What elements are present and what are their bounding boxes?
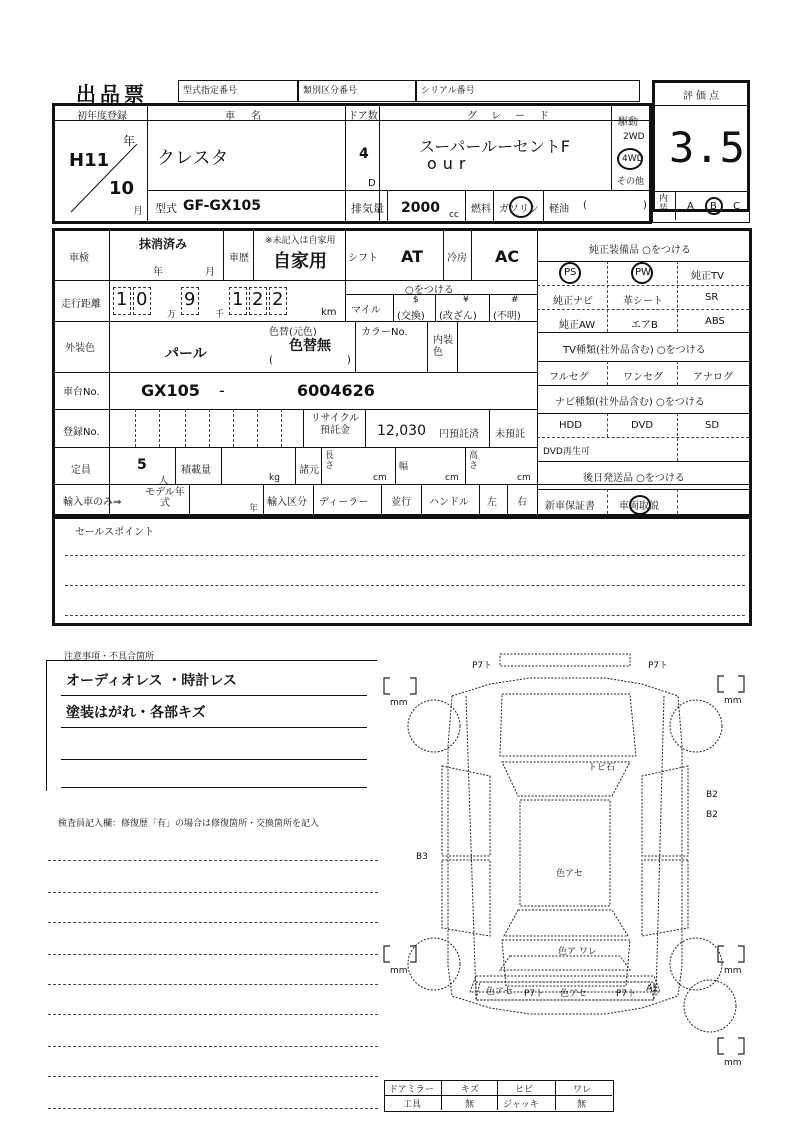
rating-value: 3.5 [669, 123, 745, 172]
shaken-value: 抹消済み [139, 237, 188, 251]
ps-circle [559, 262, 581, 284]
grade-line1: スーパールーセントF [419, 137, 570, 156]
model-designation-box: 型式指定番号 [178, 80, 298, 102]
main-table: 車検 抹消済み 年 月 車歴 ※未記入は自家用 自家用 シフト AT 冷房 AC 走行距離 1 0 万 9 千 1 2 2 km ○をつける マイル $ (交換) ¥ (改ざん) # (不明) 外装色 色替(元色) パール 色替無 ( ) カラーNo. 内装色 車台No. GX105 - 6004626 登録No. リサイクル預託金 12,030 円預託済 未預託 定員 5 人 積載量 kg 諸元 長さ cm 幅 cm 高さ cm 輸入車のみ⇒ モデル年式 年 輸入区分 ディーラー 並行 ハンドル 左 右 純正装備品 ○をつける PS PW 純正TV 純正ナビ 革シート SR 純正AW エアB ABS TV種類(社外品含む) ○をつける フルセグ ワンセグ アナログ ナビ種類(社外品含む) ○をつける HDD DVD SD DVD再生可 後日発送品 ○をつける 新車保証書 車両取説 [52, 228, 752, 517]
first-reg-month: 10 [109, 178, 135, 199]
interior-b-circle [705, 197, 723, 215]
car-diagram: P7ト P7ト トビ石 B2 B2 B3 色アセ 色ア ワレ 色アセ P7ト 色アセ P7ト A1 mm mm mm mm mm [380, 636, 760, 1082]
note-line-1: オーディオレス ・時計レス [66, 673, 237, 689]
serial-box: シリアル番号 [416, 80, 640, 102]
legend-table: ドアミラー キズ ヒビ ワレ 工具 無 ジャッキ 無 [384, 1080, 614, 1112]
shift-value: AT [401, 247, 424, 266]
chassis-number: 6004626 [297, 381, 375, 400]
grade-line2: our [427, 154, 472, 173]
sales-point-box: セールスポイント [52, 516, 752, 626]
mileage-digit: 1 [232, 289, 244, 310]
model-type: GF-GX105 [183, 198, 261, 214]
interior-rating: 内装 A B C [652, 191, 750, 223]
category-box: 類別区分番号 [298, 80, 416, 102]
mileage-digit: 2 [272, 289, 284, 310]
ac-value: AC [495, 247, 520, 266]
vehicle-info-block: 初年度登録 車名 ドア数 グレード 駆動 年 H11 10 月 クレスタ 4 D スーパールーセントF our 2WD 4WD その他 型式 GF-GX105 排気量 2000 cc 燃料 ガソリン 軽油 ( ) [52, 103, 652, 224]
recycle-deposit: 12,030 [377, 423, 426, 439]
mileage-digit: 2 [252, 289, 264, 310]
vehicle-name: クレスタ [157, 148, 229, 169]
manual-circle [629, 495, 651, 515]
history-value: 自家用 [273, 251, 327, 272]
pw-circle [631, 262, 653, 284]
mileage-digit: 9 [184, 289, 196, 310]
exterior-color: パール [165, 346, 207, 362]
fuel-gasoline-circle [509, 196, 533, 218]
first-reg-year: H11 [69, 150, 110, 171]
equipment-title: 純正装備品 ○をつける [589, 245, 691, 256]
note-line-2: 塗装はがれ・各部キズ [66, 705, 206, 721]
mileage-digit: 0 [136, 289, 148, 310]
seat-capacity: 5 [137, 457, 147, 473]
inspector-label: 検査員記入欄：修復歴「有」の場合は修復箇所・交換箇所を記入 [58, 819, 320, 829]
rating-label: 評価点 [683, 91, 722, 102]
displacement: 2000 [401, 200, 440, 216]
door-count: 4 [359, 146, 369, 162]
mileage-digit: 1 [116, 289, 128, 310]
color-change-value: 色替無 [289, 338, 331, 354]
drive-4wd-circle [617, 148, 643, 170]
chassis-model: GX105 [141, 381, 200, 400]
page-title: 出品票 [76, 82, 148, 106]
